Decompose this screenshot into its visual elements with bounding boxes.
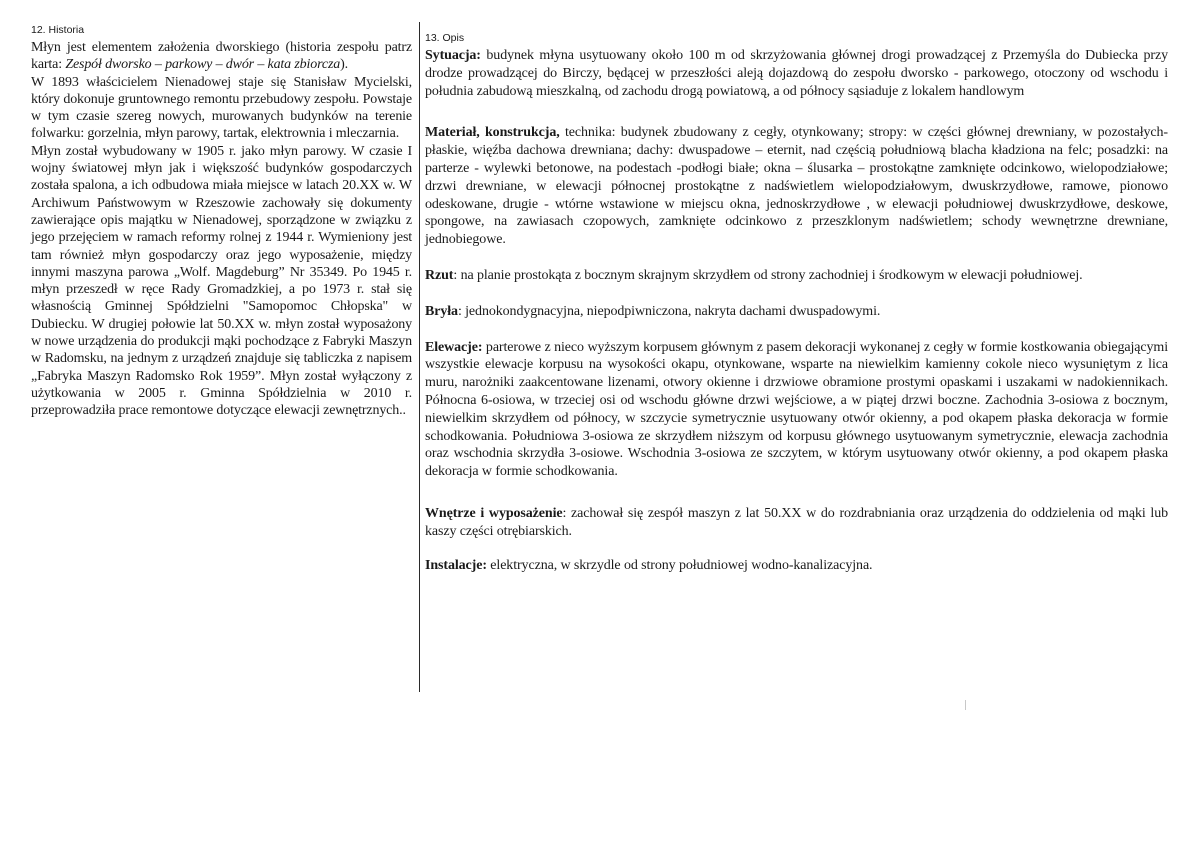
section-label: Instalacje: (425, 557, 487, 573)
description-column (425, 31, 1168, 574)
history-column (31, 23, 412, 420)
history-text (31, 39, 412, 420)
description-text (425, 47, 1168, 574)
section-body: parterowe z nieco wyższym korpusem głównym z pasem dekoracji wykonanej z cegły w formie kostkowania obiegającymi wszystkie elewacje korpusu na wysokości okapu, otynkowane, wsparte na niewielkim kamienny cokole nieco wysuniętym z lica muru, narożniki zaakcentowane lizenami, otwory okienne i drzwiowe obramione prostymi opaskami i uszakami w nadokiennikach. Północna 6-osiowa, w trzeciej osi od wschodu główne drzwi wejściowe, a w piątej drzwi boczne. Zachodnia 3-osiowa z bocznym, niewielkim skrzydłem od północy, w szczycie symetrycznie usytuowany otwór okienny, a pod okapem płaska dekoracja w formie schodkowania. Południowa 3-osiowa ze skrzydłem niższym od korpusu głównego usytuowanym symetrycznie, elewacja zachodnia oraz wschodnia skrzydła 3-osiowe. Wschodnia 3-osiowa ze szczytem, w którym usytuowany otwór okienny, a pod okapem płaska dekoracja w formie schodkowania. (425, 339, 1168, 480)
section-bryla (425, 303, 1168, 321)
section-wnetrze (425, 505, 1168, 541)
history-paragraph-2: W 1893 właścicielem Nienadowej staje się Stanisław Mycielski, który dokonuje gruntownego remontu przebudowy zespołu. Powstaje w tym czasie szereg nowych, murowanych budynków na terenie folwarku: gorzelnia, młyn parowy, tartak, elektrownia i mleczarnia. (31, 74, 412, 142)
scan-mark (965, 700, 966, 710)
section-body: : na planie prostokąta z bocznym skrajnym skrzydłem od strony zachodniej i środkowym w elewacji południowej. (453, 267, 1083, 283)
history-p1-text: Młyn jest elementem założenia dworskiego (historia zespołu patrz karta: (31, 40, 412, 73)
section-label: Materiał, konstrukcja, (425, 125, 560, 141)
section-body: budynek młyna usytuowany około 100 m od skrzyżowania głównej drogi prowadzącej z Przemyśla do Dubiecka przy drodze prowadzącej do Birczy, będącej w przeszłości aleją dojazdową do zespołu dworsko - parkowego, otoczony od wschodu i południa zabudową mieszkalną, od zachodu drogą powiatową, a od północy sąsiaduje z lokalem handlowym (425, 48, 1168, 99)
history-paragraph-1 (31, 39, 412, 74)
section-sytuacja (425, 47, 1168, 100)
section-label: Sytuacja: (425, 48, 481, 63)
section-label: Wnętrze i wyposażenie (425, 505, 563, 521)
history-p1-end: ). (340, 57, 348, 73)
section-body: elektryczna, w skrzydle od strony południowej wodno-kanalizacyjna. (486, 557, 873, 573)
section-body: : jednokondygnacyjna, niepodpiwniczona, nakryta dachami dwuspadowymi. (457, 303, 881, 319)
section-rzut (425, 267, 1168, 285)
section-label: Rzut (425, 267, 454, 283)
section-material (425, 124, 1168, 249)
history-p1-italic: Zespół dworsko – parkowy – dwór – kata zbiorcza (65, 57, 341, 73)
section-label: Elewacje: (425, 339, 483, 355)
section-body: : zachował się zespół maszyn z lat 50.XX w do rozdrabniania oraz urządzenia do oddzielenia od mąki lub kaszy części otrębiarskich. (425, 505, 1168, 539)
section-elewacje (425, 339, 1168, 481)
column-divider (419, 22, 420, 692)
history-paragraph-3: Młyn został wybudowany w 1905 r. jako młyn parowy. W czasie I wojny światowej młyn jak i większość budynków gospodarczych została spalona, a ich odbudowa miała miejsce w latach 20.XX w. W Archiwum Państwowym w Rzeszowie zachowały się dokumenty zawierające opis majątku w Nienadowej, sporządzone w związku z jego przejęciem w ramach reformy rolnej z 1944 r. Wymieniony jest tam również młyn gospodarczy oraz jego wyposażenie, między innymi maszyna parowa „Wolf. Magdeburg” Nr 35349. Po 1945 r. młyn przeszedł w ręce Rady Gromadzkiej, a po 1973 r. stał się własnością Gminnej Spółdzielni "Samopomoc Chłopska" w Dubiecku. W drugiej połowie lat 50.XX w. młyn został wyposażony w nowe urządzenia do produkcji mąki pochodzące z Fabryki Maszyn w Radomsku, na jednym z urządzeń znajduje się tabliczka z napisem „Fabryka Maszyn Radomsko Rok 1959”. Młyn został wyłączony z użytkowania w 2005 r. Gminna Spółdzielnia w 2010 r. przeprowadziła prace remontowe dotyczące elewacji zewnętrznych.. (31, 143, 412, 419)
section-label: Bryła (425, 303, 458, 319)
section-instalacje (425, 557, 1168, 575)
section-body: technika: budynek zbudowany z cegły, otynkowany; stropy: w części głównej drewniany, w pozostałych- płaskie, więźba dachowa drewniana; dachy: dwuspadowe – eternit, nad częścią południową blacha kładziona na felc; posadzki: na parterze - wylewki betonowe, na podestach -podłogi białe; okna – ślusarka – prostokątne zamknięte odcinkowo, wielopodziałowe; drzwi drewniane, w elewacji północnej prostokątne z nadświetlem wielopodziałowym, dwuskrzydłowe, ramowe, pionowo odeskowane, drugie - wtórne wstawione w miejscu okna, jednoskrzydłowe , w elewacji południowej dwuskrzydłowe, deskowe, spongowe, na zawiasach czopowych, zamknięte odcinkowo z przeszklonym nadświetlem; schody wewnętrzne drewniane, jednobiegowe. (425, 125, 1168, 248)
description-heading: 13. Opis (425, 32, 465, 44)
history-heading: 12. Historia (31, 24, 85, 36)
